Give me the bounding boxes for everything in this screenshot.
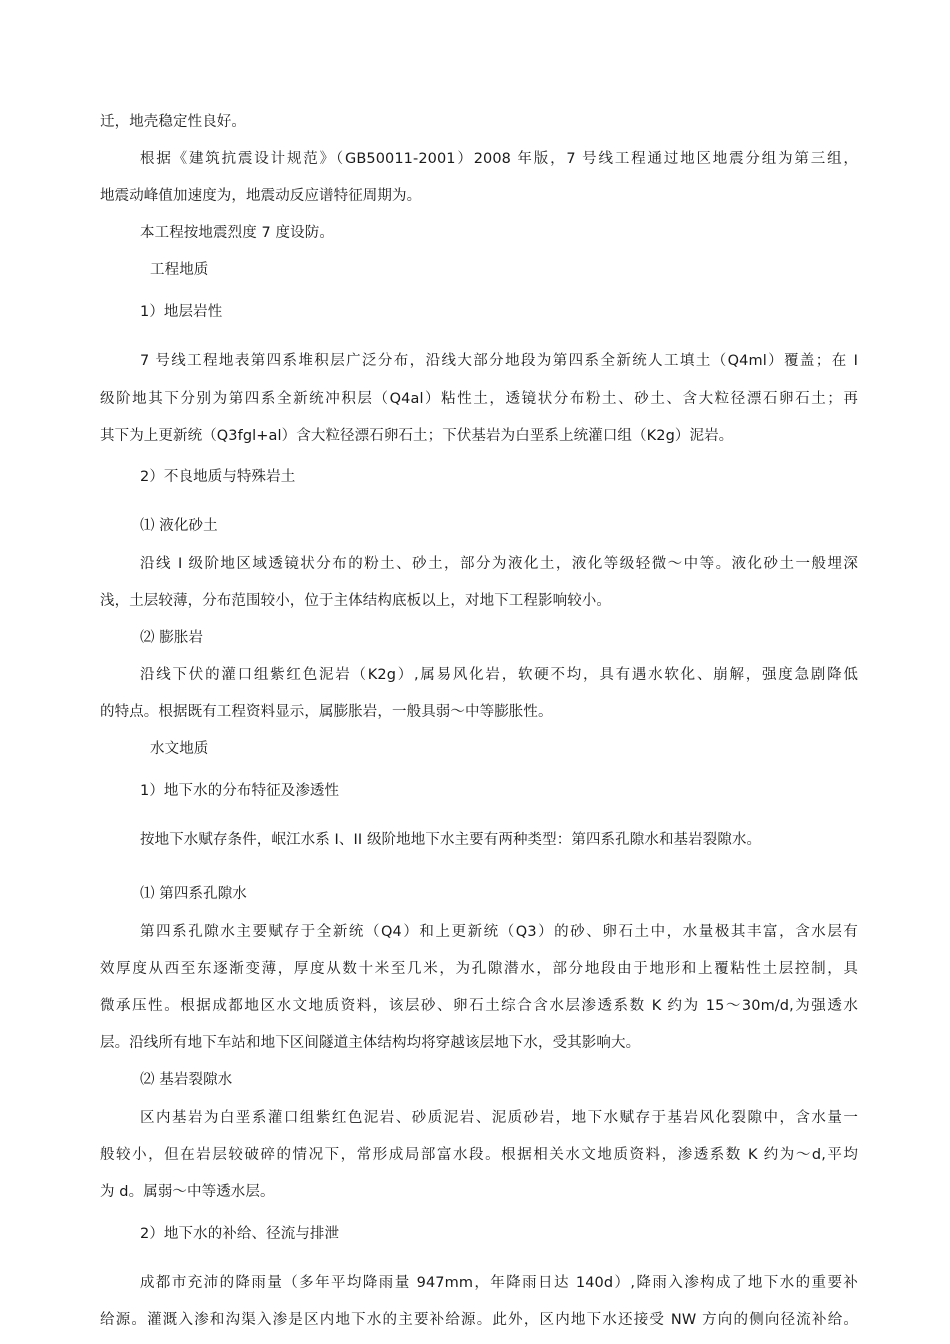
- text-line: 根据《建筑抗震设计规范》（GB50011-2001）2008 年版，7 号线工程通过地区地震分组为第三组，: [140, 151, 858, 167]
- item-heading: ⑵ 基岩裂隙水: [140, 1072, 233, 1088]
- text-line: 沿线下伏的灌口组紫红色泥岩（K2g）,属易风化岩，软硬不均，具有遇水软化、崩解，强度急剧降低: [140, 667, 858, 683]
- text-line: 般较小，但在岩层较破碎的情况下，常形成局部富水段。根据相关水文地质资料，渗透系数 K 约为～d,平均: [100, 1147, 858, 1163]
- section-heading: 水文地质: [150, 741, 209, 757]
- item-heading: ⑵ 膨胀岩: [140, 630, 204, 646]
- text-line: 地震动峰值加速度为，地震动反应谱特征周期为。: [100, 188, 422, 204]
- text-line: 沿线 I 级阶地区域透镜状分布的粉土、砂土，部分为液化土，液化等级轻微～中等。液化砂土一般埋深: [140, 556, 858, 572]
- subsection-heading: 1）地下水的分布特征及渗透性: [140, 783, 340, 799]
- text-line: 为 d。属弱～中等透水层。: [100, 1184, 275, 1200]
- text-line: 成都市充沛的降雨量（多年平均降雨量 947mm，年降雨日达 140d）,降雨入渗构成了地下水的重要补: [140, 1275, 858, 1291]
- text-line: 效厚度从西至东逐渐变薄，厚度从数十米至几米，为孔隙潜水，部分地段由于地形和上覆粘性土层控制，具: [100, 961, 858, 977]
- text-line: 按地下水赋存条件，岷江水系 I、II 级阶地地下水主要有两种类型：第四系孔隙水和基岩裂隙水。: [140, 832, 762, 848]
- text-line: 第四系孔隙水主要赋存于全新统（Q4）和上更新统（Q3）的砂、卵石土中，水量极其丰富，含水层有: [140, 924, 858, 940]
- item-heading: ⑴ 液化砂土: [140, 518, 218, 534]
- text-line: 级阶地其下分别为第四系全新统冲积层（Q4al）粘性土，透镜状分布粉土、砂土、含大粒径漂石卵石土；再: [100, 391, 858, 407]
- subsection-heading: 1）地层岩性: [140, 304, 223, 320]
- text-line: 7 号线工程地表第四系堆积层广泛分布，沿线大部分地段为第四系全新统人工填土（Q4ml）覆盖；在 I: [140, 353, 858, 369]
- text-line: 浅，土层较薄，分布范围较小，位于主体结构底板以上，对地下工程影响较小。: [100, 593, 611, 609]
- text-line: 区内基岩为白垩系灌口组紫红色泥岩、砂质泥岩、泥质砂岩，地下水赋存于基岩风化裂隙中，含水量一: [140, 1110, 858, 1126]
- text-line: 给源。灌溉入渗和沟渠入渗是区内地下水的主要补给源。此外，区内地下水还接受 NW 方向的侧向径流补给。: [100, 1312, 858, 1328]
- text-line: 微承压性。根据成都地区水文地质资料，该层砂、卵石土综合含水层渗透系数 K 约为 15～30m/d,为强透水: [100, 998, 858, 1014]
- text-line: 的特点。根据既有工程资料显示，属膨胀岩，一般具弱～中等膨胀性。: [100, 704, 553, 720]
- text-line: 层。沿线所有地下车站和地下区间隧道主体结构均将穿越该层地下水，受其影响大。: [100, 1035, 641, 1051]
- subsection-heading: 2）不良地质与特殊岩土: [140, 469, 296, 485]
- text-line: 其下为上更新统（Q3fgl+al）含大粒径漂石卵石土；下伏基岩为白垩系上统灌口组（K2g）泥岩。: [100, 428, 734, 444]
- subsection-heading: 2）地下水的补给、径流与排泄: [140, 1226, 340, 1242]
- text-line: 迁，地壳稳定性良好。: [100, 114, 246, 130]
- item-heading: ⑴ 第四系孔隙水: [140, 886, 247, 902]
- text-line: 本工程按地震烈度 7 度设防。: [140, 225, 334, 241]
- section-heading: 工程地质: [150, 262, 209, 278]
